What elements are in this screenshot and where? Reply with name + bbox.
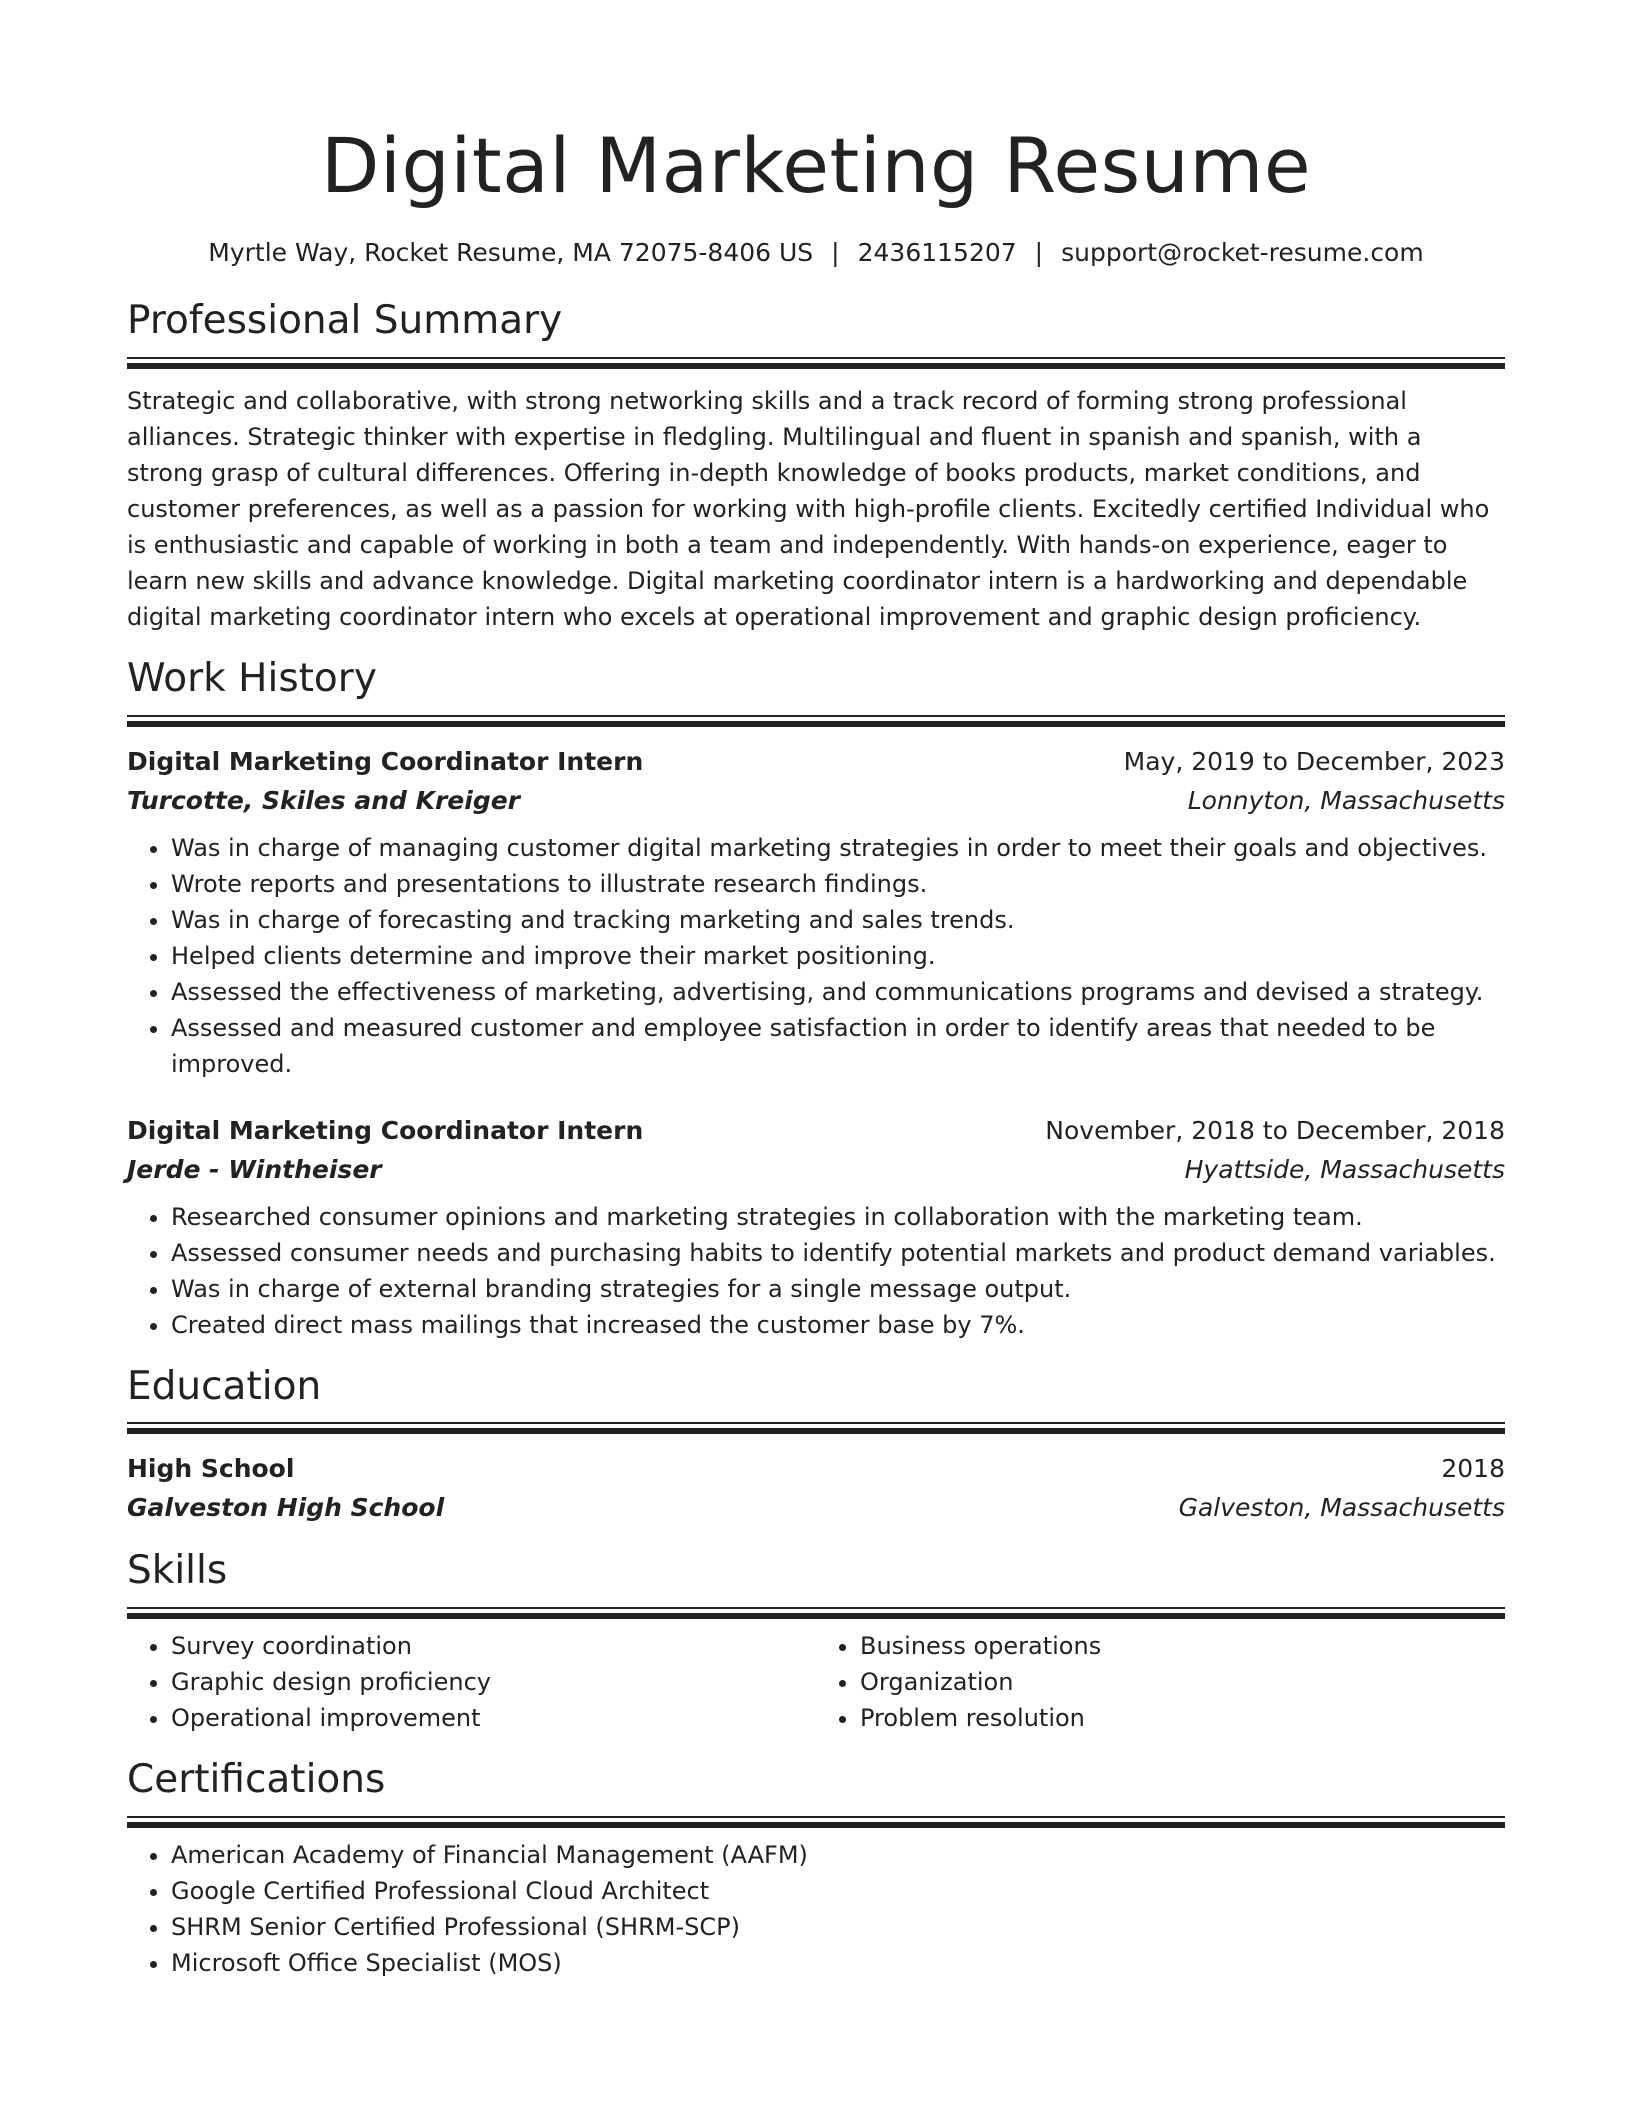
list-item: • Survey coordination xyxy=(171,1628,816,1664)
section-heading-summary: Professional Summary xyxy=(127,298,563,343)
section-heading-certifications: Certifications xyxy=(127,1757,386,1803)
resume-title: Digital Marketing Resume xyxy=(320,121,1312,210)
education-degree: High School xyxy=(127,1454,295,1484)
certifications-list xyxy=(127,1837,1505,1981)
list-item: • Assessed the effectiveness of marketing, advertising, and communications programs and devised a strategy. xyxy=(171,974,1505,1010)
list-item: • Researched consumer opinions and marketing strategies in collaboration with the marketing team. xyxy=(171,1199,1505,1235)
contact-separator: | xyxy=(1034,238,1044,267)
section-heading-education: Education xyxy=(127,1363,322,1409)
list-item: • Google Certified Professional Cloud Architect xyxy=(171,1873,1505,1909)
contact-address: Myrtle Way, Rocket Resume, MA 72075-8406 US xyxy=(208,238,814,267)
job-dates: May, 2019 to December, 2023 xyxy=(1123,746,1505,776)
list-item: • Was in charge of external branding strategies for a single message output. xyxy=(171,1271,1505,1307)
education-school: Galveston High School xyxy=(127,1493,445,1523)
list-item: • Operational improvement xyxy=(171,1700,816,1736)
section-divider xyxy=(127,357,1505,370)
list-item: • Created direct mass mailings that increased the customer base by 7%. xyxy=(171,1307,1505,1343)
section-heading-skills: Skills xyxy=(127,1548,228,1594)
job-header-row xyxy=(127,742,1505,781)
skills-list-left xyxy=(127,1628,816,1736)
job-title: Digital Marketing Coordinator Intern xyxy=(127,746,644,776)
list-item: • American Academy of Financial Management (AAFM) xyxy=(171,1837,1505,1873)
list-item: • Helped clients determine and improve their market positioning. xyxy=(171,938,1505,974)
list-item: • Was in charge of managing customer digital marketing strategies in order to meet their goals and objectives. xyxy=(171,830,1505,866)
list-item: • Assessed and measured customer and employee satisfaction in order to identify areas that needed to be improved. xyxy=(171,1010,1505,1082)
job-company-row xyxy=(127,1150,1505,1189)
list-item: • Problem resolution xyxy=(860,1700,1505,1736)
summary-text: Strategic and collaborative, with strong networking skills and a track record of forming strong professional alliances. Strategic thinker with expertise in fledgling. Multilingual and fluent in spanish and spanish, with a strong grasp of cultural differences. Offering in-depth knowledge of books products, market conditions, and customer preferences, as well as a passion for working with high-profile clients. Excitedly certified Individual who is enthusiastic and capable of working in both a team and independently. With hands-on experience, eager to learn new skills and advance knowledge. Digital marketing coordinator intern is a hardworking and dependable digital marketing coordinator intern who excels at operational improvement and graphic design proficiency. xyxy=(127,386,1490,631)
section-divider xyxy=(127,1816,1505,1829)
job-company: Jerde - Wintheiser xyxy=(127,1154,382,1184)
section-divider xyxy=(127,1607,1505,1620)
certifications-section xyxy=(127,1757,1505,1981)
skills-list-right xyxy=(816,1628,1505,1736)
list-item: • Microsoft Office Specialist (MOS) xyxy=(171,1945,1505,1981)
contact-line xyxy=(127,238,1505,268)
job-dates: November, 2018 to December, 2018 xyxy=(1045,1115,1505,1145)
education-section xyxy=(127,1364,1505,1528)
education-school-row xyxy=(127,1488,1505,1527)
list-item: • Graphic design proficiency xyxy=(171,1664,816,1700)
contact-phone: 2436115207 xyxy=(857,238,1017,267)
skills-grid xyxy=(127,1628,1505,1736)
job-location: Lonnyton, Massachusetts xyxy=(1187,785,1505,815)
list-item: • Organization xyxy=(860,1664,1505,1700)
list-item: • Assessed consumer needs and purchasing habits to identify potential markets and product demand variables. xyxy=(171,1235,1505,1271)
job-company-row xyxy=(127,781,1505,820)
job-duties-list xyxy=(127,1199,1505,1343)
education-entry xyxy=(127,1449,1505,1527)
contact-email: support@rocket-resume.com xyxy=(1061,238,1424,267)
list-item: • Business operations xyxy=(860,1628,1505,1664)
education-location: Galveston, Massachusetts xyxy=(1178,1493,1505,1523)
education-header-row xyxy=(127,1449,1505,1488)
work-history-section xyxy=(127,656,1505,1343)
job-title: Digital Marketing Coordinator Intern xyxy=(127,1115,644,1145)
section-heading-work-history: Work History xyxy=(127,655,377,701)
job-duties-list xyxy=(127,830,1505,1082)
section-divider xyxy=(127,1422,1505,1435)
job-entry xyxy=(127,1111,1505,1343)
job-location: Hyattside, Massachusetts xyxy=(1184,1154,1505,1184)
summary-section xyxy=(127,298,1505,635)
list-item: • Was in charge of forecasting and tracking marketing and sales trends. xyxy=(171,902,1505,938)
job-entry xyxy=(127,742,1505,1082)
skills-section xyxy=(127,1548,1505,1736)
education-year: 2018 xyxy=(1441,1454,1505,1484)
section-divider xyxy=(127,715,1505,728)
contact-separator: | xyxy=(831,238,840,267)
list-item: • Wrote reports and presentations to illustrate research findings. xyxy=(171,866,1505,902)
job-company: Turcotte, Skiles and Kreiger xyxy=(127,785,520,815)
list-item: • SHRM Senior Certified Professional (SHRM-SCP) xyxy=(171,1909,1505,1945)
job-header-row xyxy=(127,1111,1505,1150)
